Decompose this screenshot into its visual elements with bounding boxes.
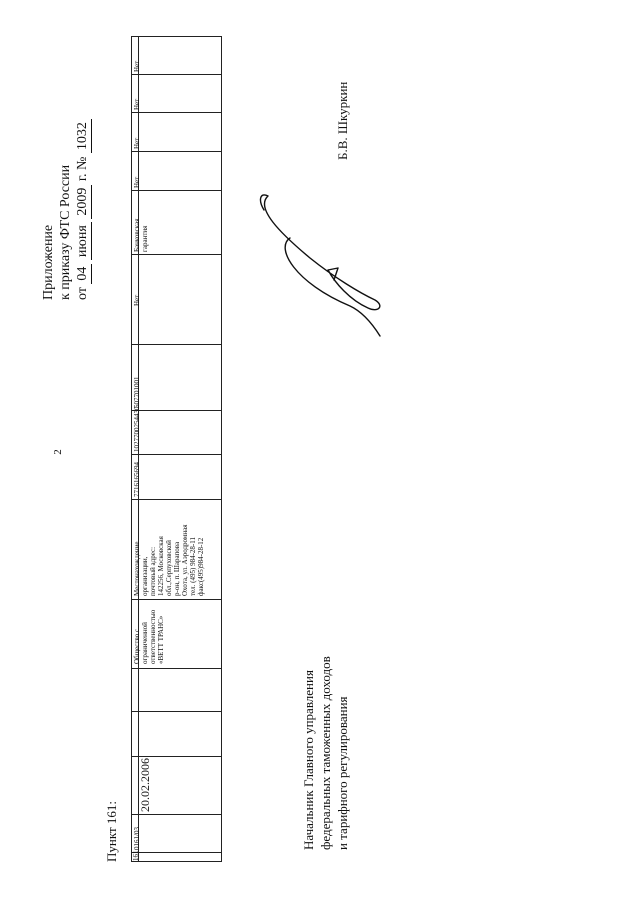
signer-name: Б.В. Шкуркин [335,81,350,160]
table-col-divider [131,454,222,455]
order-reference: к приказу ФТС России [58,164,73,300]
table-col-divider [131,410,222,411]
address-line: обл.,Серпуховской [165,540,173,596]
address-line: р-он, п. Шарапова [173,541,181,596]
appendix-header [40,119,92,300]
order-number: 1032 [74,119,92,153]
guarantee-line: Банковская [133,218,141,252]
table-col-divider [131,74,222,75]
address-line: факс(495)984-28-12 [197,537,205,596]
table-col-divider [131,151,222,152]
table-border [131,861,222,862]
address-line: 142256, Московская [157,536,165,596]
cell-no-4: Нет [133,98,141,110]
signatory-title [300,656,351,850]
table-col-divider [131,711,222,712]
number-sign: № [75,156,90,170]
table-col-divider [131,112,222,113]
signatory-title-line2: федеральных таможенных доходов [318,656,333,850]
cell-organization [133,610,165,664]
order-date-line [74,119,92,300]
table-col-divider [131,190,222,191]
table-border [221,36,222,862]
org-line: ответственностью [149,609,157,664]
org-line: «ВЕТТ ТРАНС» [157,615,165,664]
cell-ogrn: 1027700254430 [133,406,141,452]
table-col-divider [131,599,222,600]
cell-kpp: 507701001 [133,376,141,408]
order-year: 2009 [74,185,92,219]
appendix-title: Приложение [41,224,56,300]
table-col-divider [131,756,222,757]
cell-row-number: 161 [132,850,140,861]
table-col-divider [131,852,222,853]
cell-no-5: Нет [133,60,141,72]
registry-table [131,36,222,862]
address-line: почтовый адрес: [149,546,157,596]
order-month: июня [74,222,92,260]
cell-no-2: Нет [133,176,141,188]
cell-code: 0161/03 [133,827,141,850]
page-number: 2 [51,449,64,455]
cell-no-1: Нет [133,294,141,306]
org-line: ограниченной [141,622,149,664]
year-suffix: г. [75,173,90,182]
address-line: Местонахождение [133,541,141,596]
table-col-divider [131,668,222,669]
date-prefix: от [75,287,90,300]
table-border [131,36,222,37]
table-col-divider [131,344,222,345]
cell-inn: 7716165694 [133,462,141,497]
address-line: тел. (495) 984-28-11 [189,537,197,596]
order-day: 04 [74,264,92,284]
guarantee-line: гарантия [141,225,149,252]
signatory-title-line1: Начальник Главного управления [301,670,316,850]
table-col-divider [131,814,222,815]
cell-date: 20.02.2006 [138,758,152,812]
signatory-title-line3: и тарифного регулирования [335,696,350,850]
address-line: Охота, ул. Аэродромная [181,524,189,596]
address-line: организации, [141,556,149,596]
cell-no-3: Нет [133,137,141,149]
point-label: Пункт 161: [104,800,119,862]
handwritten-signature [250,188,390,338]
table-col-divider [131,254,222,255]
org-line: Общество с [133,628,141,664]
table-col-divider [131,499,222,500]
table-border [131,36,132,862]
cell-address [133,525,205,596]
cell-guarantee [133,219,149,252]
